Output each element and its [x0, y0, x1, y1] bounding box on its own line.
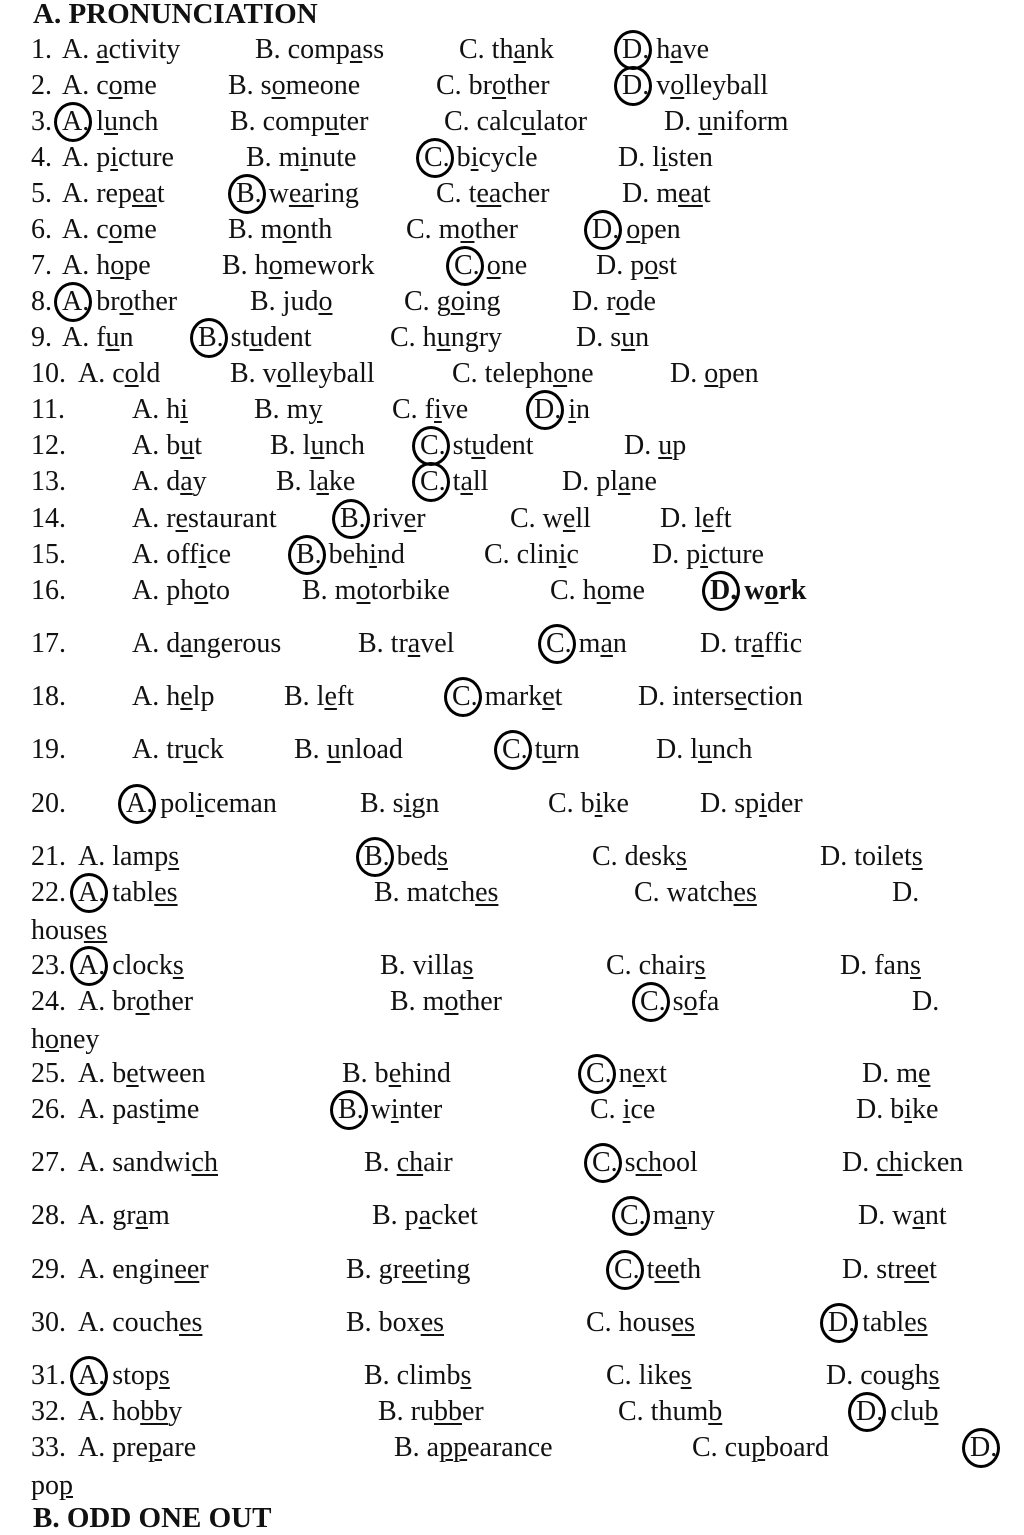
- option-c: C. turn: [502, 734, 580, 765]
- option-b: B. travel: [358, 628, 455, 659]
- option-b: B. beds: [364, 841, 449, 872]
- option-a: A. but: [132, 430, 203, 461]
- question-row: [0, 1147, 1024, 1183]
- question-number: 11.: [31, 394, 65, 425]
- question-number: 15.: [31, 539, 66, 570]
- option-a: A. restaurant: [132, 503, 277, 534]
- option-d: D.: [912, 986, 940, 1017]
- option-a: A. tables: [78, 877, 178, 908]
- option-a: A. picture: [62, 142, 174, 173]
- option-a: A. sandwich: [78, 1147, 218, 1178]
- option-b: B. packet: [372, 1200, 478, 1231]
- question-number: 22.: [31, 877, 66, 908]
- option-c: C. chairs: [606, 950, 706, 981]
- option-c: C. well: [510, 503, 591, 534]
- question-row: [0, 734, 1024, 770]
- question-row: [0, 628, 1024, 664]
- option-a: A. brother: [78, 986, 194, 1017]
- option-d: D.: [892, 877, 920, 908]
- option-a: A. help: [132, 681, 215, 712]
- question-row: [0, 394, 1024, 430]
- question-row: [0, 950, 1024, 986]
- option-a: A. couches: [78, 1307, 203, 1338]
- option-b: B. motorbike: [302, 575, 450, 606]
- question-number: 32.: [31, 1396, 66, 1427]
- option-a: A. come: [62, 70, 157, 101]
- option-d: D. rode: [572, 286, 656, 317]
- option-c: C. market: [452, 681, 563, 712]
- option-b: B. judo: [250, 286, 333, 317]
- question-row: [0, 70, 1024, 106]
- question-number: 23.: [31, 950, 66, 981]
- option-b: B. wearing: [236, 178, 359, 209]
- question-row: [0, 250, 1024, 286]
- wrapped-option-text: pop: [31, 1470, 73, 1501]
- question-row: [0, 539, 1024, 575]
- question-number: 2.: [31, 70, 52, 101]
- option-b: B. minute: [246, 142, 357, 173]
- option-b: B. river: [340, 503, 426, 534]
- question-number: 27.: [31, 1147, 66, 1178]
- question-row: [0, 286, 1024, 322]
- option-b: B. behind: [342, 1058, 451, 1089]
- question-row: [0, 503, 1024, 539]
- option-d: D. up: [624, 430, 687, 461]
- option-d: D. want: [858, 1200, 947, 1231]
- option-c: C. mother: [406, 214, 518, 245]
- option-d: D. uniform: [664, 106, 789, 137]
- question-number: 21.: [31, 841, 66, 872]
- question-number: 6.: [31, 214, 52, 245]
- option-b: B. chair: [364, 1147, 453, 1178]
- question-row: [0, 142, 1024, 178]
- option-d: D. club: [856, 1396, 939, 1427]
- question-number: 30.: [31, 1307, 66, 1338]
- question-number: 1.: [31, 34, 52, 65]
- option-d: D. sun: [576, 322, 650, 353]
- option-a: A. between: [78, 1058, 206, 1089]
- option-b: B. student: [198, 322, 312, 353]
- option-a: A. office: [132, 539, 232, 570]
- option-b: B. mother: [390, 986, 502, 1017]
- question-row: [0, 214, 1024, 250]
- question-row: [0, 1094, 1024, 1130]
- option-d: D. street: [842, 1254, 937, 1285]
- option-c: C. five: [392, 394, 469, 425]
- question-row: [0, 841, 1024, 877]
- option-b: B. homework: [222, 250, 375, 281]
- option-d: D. listen: [618, 142, 713, 173]
- question-row: [0, 877, 1024, 946]
- option-c: C. many: [620, 1200, 715, 1231]
- option-d: D.: [970, 1432, 998, 1463]
- question-number: 20.: [31, 788, 66, 819]
- question-row: [0, 1254, 1024, 1290]
- question-number: 7.: [31, 250, 52, 281]
- option-c: C. cupboard: [692, 1432, 829, 1463]
- question-row: [0, 1058, 1024, 1094]
- question-number: 16.: [31, 575, 66, 606]
- option-c: C. man: [546, 628, 627, 659]
- option-b: B. lake: [276, 466, 356, 497]
- option-b: B. unload: [294, 734, 403, 765]
- option-d: D. left: [660, 503, 732, 534]
- option-d: D. traffic: [700, 628, 803, 659]
- option-d: D. plane: [562, 466, 657, 497]
- question-row: [0, 1360, 1024, 1396]
- question-number: 28.: [31, 1200, 66, 1231]
- option-b: B. boxes: [346, 1307, 445, 1338]
- option-d: D. chicken: [842, 1147, 964, 1178]
- option-d: D. toilets: [820, 841, 923, 872]
- option-d: D. in: [534, 394, 591, 425]
- question-row: [0, 358, 1024, 394]
- question-row: [0, 1396, 1024, 1432]
- option-c: C. houses: [586, 1307, 695, 1338]
- question-number: 24.: [31, 986, 66, 1017]
- question-row: [0, 106, 1024, 142]
- question-number: 13.: [31, 466, 66, 497]
- option-c: C. teacher: [436, 178, 550, 209]
- option-d: D. open: [592, 214, 681, 245]
- option-c: C. clinic: [484, 539, 579, 570]
- option-c: C. calculator: [444, 106, 588, 137]
- option-b: B. month: [228, 214, 333, 245]
- option-d: D. work: [710, 575, 807, 606]
- option-d: D. tables: [828, 1307, 928, 1338]
- option-c: C. school: [592, 1147, 698, 1178]
- option-a: A. brother: [62, 286, 178, 317]
- option-c: C. student: [420, 430, 534, 461]
- option-a: A. hi: [132, 394, 189, 425]
- wrapped-option-text: houses: [31, 915, 108, 946]
- option-b: B. greeting: [346, 1254, 471, 1285]
- option-c: C. desks: [592, 841, 687, 872]
- option-a: A. photo: [132, 575, 231, 606]
- option-b: B. winter: [338, 1094, 443, 1125]
- option-b: B. left: [284, 681, 355, 712]
- question-row: [0, 681, 1024, 717]
- question-number: 3.: [31, 106, 52, 137]
- option-c: C. home: [550, 575, 645, 606]
- question-number: 5.: [31, 178, 52, 209]
- option-c: C. sofa: [640, 986, 720, 1017]
- option-b: B. volleyball: [230, 358, 375, 389]
- option-a: A. lunch: [62, 106, 159, 137]
- option-a: A. stops: [78, 1360, 170, 1391]
- question-row: [0, 1200, 1024, 1236]
- option-c: C. brother: [436, 70, 550, 101]
- option-d: D. meat: [622, 178, 711, 209]
- option-a: A. cold: [78, 358, 161, 389]
- question-number: 10.: [31, 358, 66, 389]
- option-c: C. ice: [590, 1094, 656, 1125]
- option-d: D. bike: [856, 1094, 939, 1125]
- option-c: C. next: [586, 1058, 667, 1089]
- option-d: D. volleyball: [622, 70, 769, 101]
- option-d: D. lunch: [656, 734, 753, 765]
- question-number: 17.: [31, 628, 66, 659]
- question-number: 9.: [31, 322, 52, 353]
- question-number: 8.: [31, 286, 52, 317]
- option-d: D. post: [596, 250, 677, 281]
- option-a: A. hobby: [78, 1396, 183, 1427]
- question-row: [0, 788, 1024, 824]
- question-row: [0, 986, 1024, 1055]
- option-c: C. one: [454, 250, 528, 281]
- question-number: 19.: [31, 734, 66, 765]
- question-number: 25.: [31, 1058, 66, 1089]
- option-a: A. repeat: [62, 178, 165, 209]
- question-row: [0, 322, 1024, 358]
- option-b: B. someone: [228, 70, 361, 101]
- option-c: C. watches: [634, 877, 757, 908]
- next-section-title: B. ODD ONE OUT: [33, 1502, 272, 1534]
- option-a: A. policeman: [126, 788, 277, 819]
- option-a: A. lamps: [78, 841, 180, 872]
- option-a: A. come: [62, 214, 157, 245]
- option-b: B. climbs: [364, 1360, 472, 1391]
- question-row: [0, 575, 1024, 611]
- option-a: A. prepare: [78, 1432, 197, 1463]
- option-a: A. hope: [62, 250, 151, 281]
- option-a: A. pastime: [78, 1094, 200, 1125]
- option-b: B. rubber: [378, 1396, 484, 1427]
- option-a: A. gram: [78, 1200, 170, 1231]
- question-number: 4.: [31, 142, 52, 173]
- option-c: C. telephone: [452, 358, 594, 389]
- question-row: [0, 466, 1024, 502]
- question-row: [0, 1307, 1024, 1343]
- option-b: B. my: [254, 394, 323, 425]
- option-c: C. bike: [548, 788, 629, 819]
- option-a: A. dangerous: [132, 628, 282, 659]
- option-a: A. clocks: [78, 950, 184, 981]
- option-b: B. compass: [255, 34, 385, 65]
- option-b: B. computer: [230, 106, 369, 137]
- question-number: 33.: [31, 1432, 66, 1463]
- wrapped-option-text: honey: [31, 1024, 100, 1055]
- option-b: B. villas: [380, 950, 474, 981]
- option-a: A. engineer: [78, 1254, 209, 1285]
- question-row: [0, 430, 1024, 466]
- option-d: D. intersection: [638, 681, 803, 712]
- option-d: D. have: [622, 34, 710, 65]
- option-a: A. activity: [62, 34, 181, 65]
- option-b: B. appearance: [394, 1432, 553, 1463]
- option-b: B. lunch: [270, 430, 365, 461]
- option-a: A. truck: [132, 734, 224, 765]
- question-row: [0, 34, 1024, 70]
- question-number: 12.: [31, 430, 66, 461]
- option-c: C. going: [404, 286, 501, 317]
- option-c: C. bicycle: [424, 142, 538, 173]
- option-b: B. matches: [374, 877, 499, 908]
- option-d: D. me: [862, 1058, 931, 1089]
- question-row: [0, 1432, 1024, 1501]
- option-c: C. likes: [606, 1360, 692, 1391]
- question-row: [0, 178, 1024, 214]
- option-a: A. fun: [62, 322, 134, 353]
- question-number: 26.: [31, 1094, 66, 1125]
- option-c: C. teeth: [614, 1254, 702, 1285]
- option-d: D. coughs: [826, 1360, 940, 1391]
- option-d: D. spider: [700, 788, 803, 819]
- question-number: 14.: [31, 503, 66, 534]
- option-c: C. tall: [420, 466, 489, 497]
- option-c: C. thank: [459, 34, 554, 65]
- section-title: A. PRONUNCIATION: [33, 0, 318, 30]
- option-c: C. thumb: [618, 1396, 723, 1427]
- question-number: 29.: [31, 1254, 66, 1285]
- option-d: D. picture: [652, 539, 764, 570]
- option-b: B. sign: [360, 788, 440, 819]
- option-b: B. behind: [296, 539, 405, 570]
- option-d: D. fans: [840, 950, 921, 981]
- option-c: C. hungry: [390, 322, 503, 353]
- option-a: A. day: [132, 466, 207, 497]
- question-number: 31.: [31, 1360, 66, 1391]
- question-number: 18.: [31, 681, 66, 712]
- option-d: D. open: [670, 358, 759, 389]
